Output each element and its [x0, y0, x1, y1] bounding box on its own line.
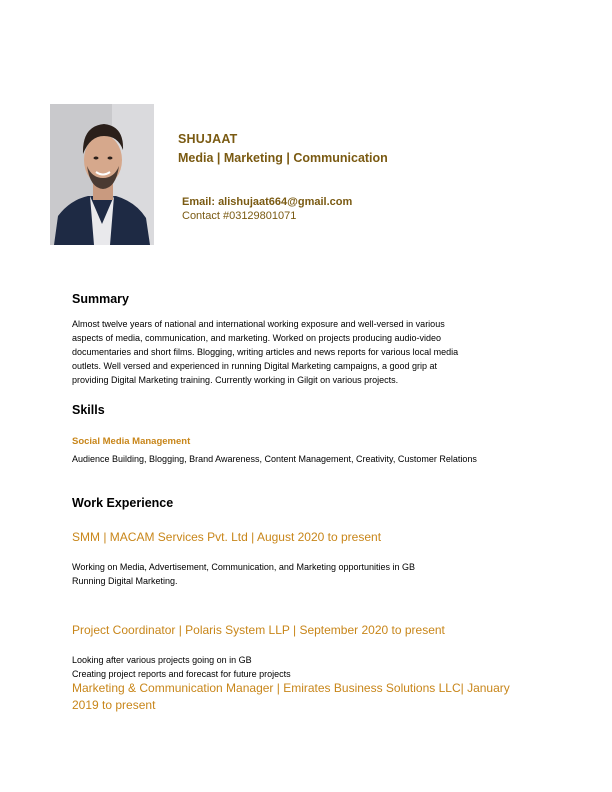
work-experience-heading: Work Experience: [72, 496, 174, 510]
job-details: [72, 653, 542, 681]
summary-heading: Summary: [72, 292, 129, 306]
job-detail-line: Running Digital Marketing.: [72, 576, 178, 586]
job-detail-line: Looking after various projects going on in GB: [72, 655, 252, 665]
summary-line: documentaries and short films. Blogging, writing articles and news reports for various local media: [72, 347, 459, 357]
summary-line: Almost twelve years of national and international working exposure and well-versed in various: [72, 319, 445, 329]
job-title: SMM | MACAM Services Pvt. Ltd | August 2020 to present: [72, 530, 382, 544]
job-detail-line: Creating project reports and forecast for future projects: [72, 669, 291, 679]
skills-heading: Skills: [72, 403, 105, 417]
skills-list: Audience Building, Blogging, Brand Awareness, Content Management, Creativity, Customer Relations: [72, 454, 477, 464]
job-detail-line: Working on Media, Advertisement, Communication, and Marketing opportunities in GB: [72, 562, 416, 572]
summary-text: [72, 317, 542, 387]
summary-line: providing Digital Marketing training. Currently working in Gilgit on various projects.: [72, 375, 399, 385]
profile-photo-image: [50, 104, 154, 245]
job-title-line: Marketing & Communication Manager | Emirates Business Solutions LLC| January: [72, 681, 510, 695]
skill-category: Social Media Management: [72, 436, 191, 447]
profile-photo: [50, 104, 154, 245]
summary-line: aspects of media, communication, and marketing. Worked on projects producing audio-video: [72, 333, 442, 343]
summary-line: outlets. Well versed and experienced in running Digital Marketing campaigns, a good grip at: [72, 361, 438, 371]
job-title: Project Coordinator | Polaris System LLP | September 2020 to present: [72, 623, 445, 637]
job-details: [72, 560, 542, 588]
candidate-tagline: Media | Marketing | Communication: [178, 151, 388, 165]
job-title: [72, 680, 510, 714]
contact-line: Contact #03129801071: [182, 210, 297, 222]
email-line: Email: alishujaat664@gmail.com: [182, 196, 353, 208]
candidate-name: SHUJAAT: [178, 132, 238, 146]
job-title-line: 2019 to present: [72, 698, 156, 712]
